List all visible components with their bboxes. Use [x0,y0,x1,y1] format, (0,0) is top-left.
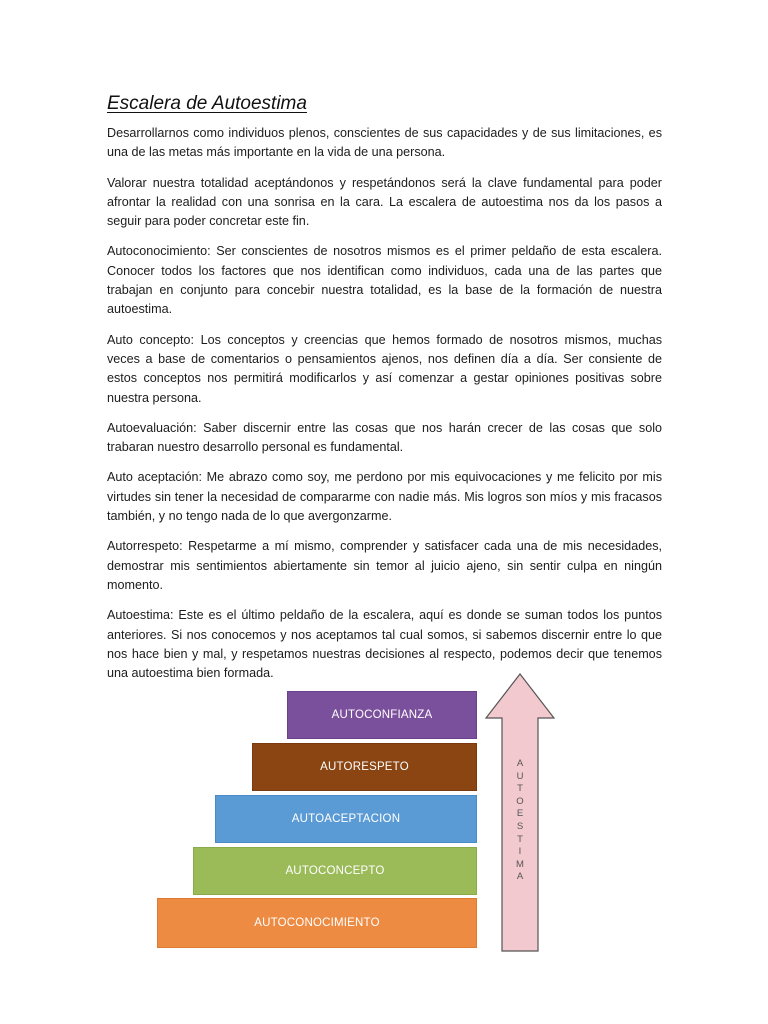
paragraph-autoconocimiento: Autoconocimiento: Ser conscientes de nosotros mismos es el primer peldaño de esta escalera. Conocer todos los factores que nos identifican como individuos, cada una de las partes que trabajan en conjunto para concebir nuestra totalidad, es la base de la formación de nuestra autoestima. [107,244,662,317]
up-arrow [483,672,557,954]
step-autoconocimiento: AUTOCONOCIMIENTO [157,898,477,948]
paragraph-auto-aceptacion: Auto aceptación: Me abrazo como soy, me perdono por mis equivocaciones y me felicito por mis virtudes sin tener la necesidad de compararme con nadie más. Mis logros son míos y mis fracasos también, y no tengo nada de lo que avergonzarme. [107,470,662,524]
paragraph-autoevaluacion: Autoevaluación: Saber discernir entre las cosas que nos harán crecer de las cosas que solo trabaran nuestro desarrollo personal es fundamental. [107,420,662,455]
arrow-label-letter: A [516,871,524,883]
arrow-label-letter: U [516,770,524,782]
arrow-label-letter: A [516,758,524,769]
paragraph-auto-concepto: Auto concepto: Los conceptos y creencias que hemos formado de nosotros mismos, muchas veces a base de comentarios o pensamientos ajenos, nos definen día a día. Ser consiente de estos conceptos nos permitirá modificarlos y así comenzar a gestar opiniones positivas sobre nuestra persona. [107,332,662,405]
step-autoconcepto: AUTOCONCEPTO [193,847,477,895]
paragraph-autoestima: Autoestima: Este es el último peldaño de la escalera, aquí es donde se suman todos los puntos anteriores. Si nos conocemos y nos aceptamos tal cual somos, si sabemos discernir entre lo que nos hace bien y mal, y respetamos nuestras decisiones al respecto, podemos decir que tenemos una autoestima bien formada. [107,608,662,681]
arrow-label-letter: S [516,820,524,832]
document-title: Escalera de Autoestima [107,93,307,114]
self-esteem-staircase-diagram [155,668,575,958]
arrow-label-letter: E [516,808,524,820]
arrow-label-letter: M [516,858,524,870]
arrow-label-letter: T [517,833,523,845]
paragraph-intro: Desarrollarnos como individuos plenos, conscientes de sus capacidades y de sus limitaciones, es una de las metas más importante en la vida de una persona. [107,126,662,160]
paragraph-autorrespeto: Autorrespeto: Respetarme a mí mismo, comprender y satisfacer cada una de mis necesidades, demostrar mis sentimientos abiertamente sin temor al juicio ajeno, sin sentir culpa en ningún momento. [107,539,662,592]
arrow-label-letter: T [517,783,523,795]
arrow-label-letter: I [518,846,522,858]
body-text [107,124,662,694]
step-autoconfianza: AUTOCONFIANZA [287,691,477,739]
step-autoaceptacion: AUTOACEPTACION [215,795,477,843]
step-autorespeto: AUTORESPETO [252,743,477,791]
arrow-vertical-label [512,758,528,884]
arrow-label-letter: O [516,795,524,807]
paragraph-valorar: Valorar nuestra totalidad aceptándonos y respetándonos será la clave fundamental para poder afrontar la realidad con una sonrisa en la cara. La escalera de autoestima nos da los pasos a seguir para poder concretar este fin. [107,175,662,229]
